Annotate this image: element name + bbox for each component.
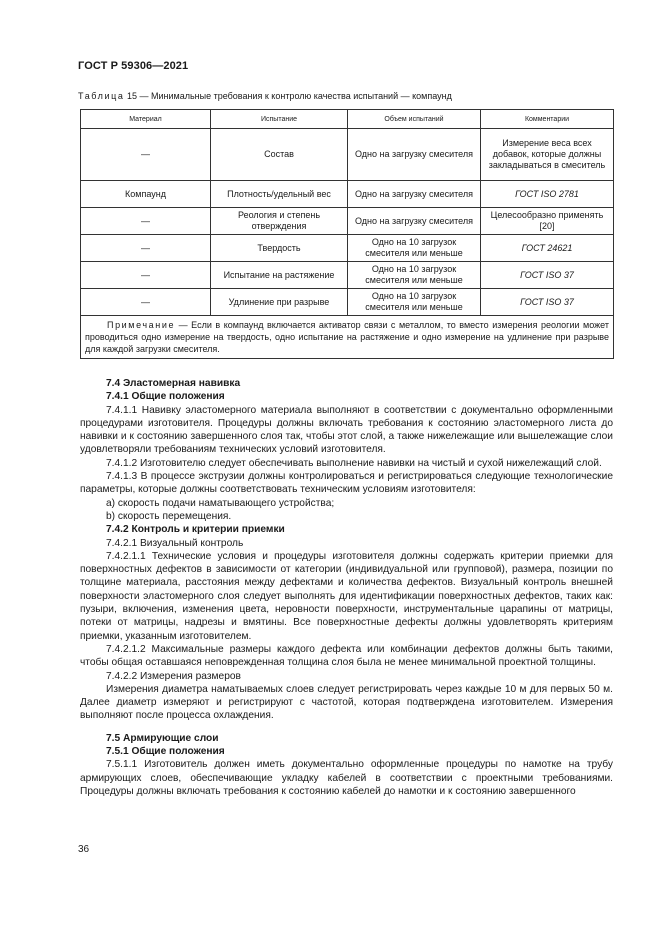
table-caption-label: Таблица [78, 91, 125, 101]
paragraph: 7.4.2.1 Визуальный контроль [106, 537, 244, 549]
paragraph: Измерения диаметра наматываемых слоев следует регистрировать через каждые 10 м для первых 50 м. Далее диаметр измеряют и регистрируют с частотой, которая подтверждена изготовителем. Измерения выполняют после процесса охлаждения. [80, 683, 613, 722]
column-header-material: Материал [81, 110, 211, 129]
cell-test: Удлинение при разрыве [211, 289, 348, 316]
table-caption-text: 15 — Минимальные требования к контролю качества испытаний — компаунд [124, 91, 452, 101]
cell-volume: Одно на 10 загрузок смесителя или меньше [348, 235, 481, 262]
standard-code: ГОСТ Р 59306—2021 [78, 60, 189, 72]
table-row [81, 208, 614, 235]
cell-test: Реология и степень отверждения [211, 208, 348, 235]
cell-comment: Целесообразно применять [20] [481, 208, 614, 235]
cell-volume: Одно на 10 загрузок смесителя или меньше [348, 262, 481, 289]
cell-comment: ГОСТ ISO 37 [481, 262, 614, 289]
requirements-table [80, 109, 614, 359]
paragraph: а) скорость подачи наматывающего устройства; [106, 497, 335, 509]
table-note [81, 316, 614, 359]
cell-volume: Одно на загрузку смесителя [348, 129, 481, 181]
cell-comment: ГОСТ ISO 37 [481, 289, 614, 316]
cell-comment: ГОСТ 24621 [481, 235, 614, 262]
cell-material: — [81, 235, 211, 262]
column-header-test: Испытание [211, 110, 348, 129]
cell-comment: Измерение веса всех добавок, которые должны закладываться в смеситель [481, 129, 614, 181]
table-header-row [81, 110, 614, 129]
note-label: Примечание [107, 320, 176, 330]
section-heading: 7.5.1 Общие положения [106, 746, 225, 758]
cell-test: Твердость [211, 235, 348, 262]
cell-material: Компаунд [81, 181, 211, 208]
paragraph: 7.5.1.1 Изготовитель должен иметь документально оформленные процедуры по намотке на трубу армирующих слоев, обеспечивающие укладку кабелей в соответствии с проектными требованиями. Процедуры должны включать требования к состоянию кабелей до намотки и к состоянию завершенного [80, 759, 613, 797]
table-row [81, 129, 614, 181]
cell-test: Плотность/удельный вес [211, 181, 348, 208]
table-row [81, 181, 614, 208]
cell-comment: ГОСТ ISO 2781 [481, 181, 614, 208]
section-heading: 7.4 Эластомерная навивка [106, 378, 241, 389]
section-heading: 7.5 Армирующие слои [106, 732, 219, 744]
paragraph: 7.4.1.2 Изготовителю следует обеспечивать выполнение навивки на чистый и сухой нижележащий слой. [106, 457, 602, 469]
column-header-volume: Объем испытаний [348, 110, 481, 129]
paragraph: 7.4.2.1.2 Максимальные размеры каждого дефекта или комбинации дефектов должны быть такими, чтобы общая оставшаяся неповрежденная толщина слоя была не менее минимальной проектной толщины. [80, 643, 613, 669]
paragraph: 7.4.2.1.1 Технические условия и процедуры изготовителя должны содержать критерии приемки для поверхностных дефектов в зависимости от категории (индивидуальной или групповой), размера, позиции по толщине материала, расстояния между дефектами и количества дефектов. Визуальный контроль внешней поверхности эластомерного слоя следует выполнять для идентификации поверхностных дефектов, таких как: пузыри, включения, изменения цвета, неровности поверхности, инструментальные царапины от матрицы, потеки от матрицы, надрезы и вмятины. Все поверхностные дефекты должны удовлетворять критериям приемки, указанным изготовителем. [80, 550, 613, 642]
paragraph: 7.4.1.3 В процессе экструзии должны контролироваться и регистрироваться следующие технологические параметры, которые должны соответствовать техническим условиям изготовителя: [80, 471, 613, 496]
column-header-comment: Комментарии [481, 110, 614, 129]
table-row [81, 289, 614, 316]
cell-volume: Одно на загрузку смесителя [348, 181, 481, 208]
cell-volume: Одно на загрузку смесителя [348, 208, 481, 235]
table-row [81, 262, 614, 289]
page-number: 36 [78, 844, 90, 855]
cell-material: — [81, 262, 211, 289]
cell-test: Испытание на растяжение [211, 262, 348, 289]
section-body [80, 377, 613, 798]
paragraph: b) скорость перемещения. [106, 510, 232, 522]
cell-test: Состав [211, 129, 348, 181]
section-heading: 7.4.2 Контроль и критерии приемки [106, 524, 285, 536]
table-note-row [81, 316, 614, 359]
table-row [81, 235, 614, 262]
paragraph: 7.4.1.1 Навивку эластомерного материала выполняют в соответствии с документально оформленными процедурами изготовителя. Процедуры должны включать требования к состоянию эластомерного листа до навивки и к состоянию завершенного слоя так, чтобы этот слой, а также нижележащие или вышележащие слои удовлетворяли требованиям технических условий изготовителя. [80, 404, 613, 456]
section-heading: 7.4.1 Общие положения [106, 391, 225, 403]
cell-material: — [81, 129, 211, 181]
paragraph: 7.4.2.2 Измерения размеров [106, 670, 241, 682]
cell-volume: Одно на 10 загрузок смесителя или меньше [348, 289, 481, 316]
cell-material: — [81, 289, 211, 316]
note-text: — Если в компаунд включается активатор связи с металлом, то вместо измерения реологии может проводиться одно измерение на твердость, одно испытание на растяжение и одно измерение на удлинение при разрыве для каждой загрузки смесителя. [85, 320, 609, 354]
table-caption [78, 91, 452, 101]
cell-material: — [81, 208, 211, 235]
